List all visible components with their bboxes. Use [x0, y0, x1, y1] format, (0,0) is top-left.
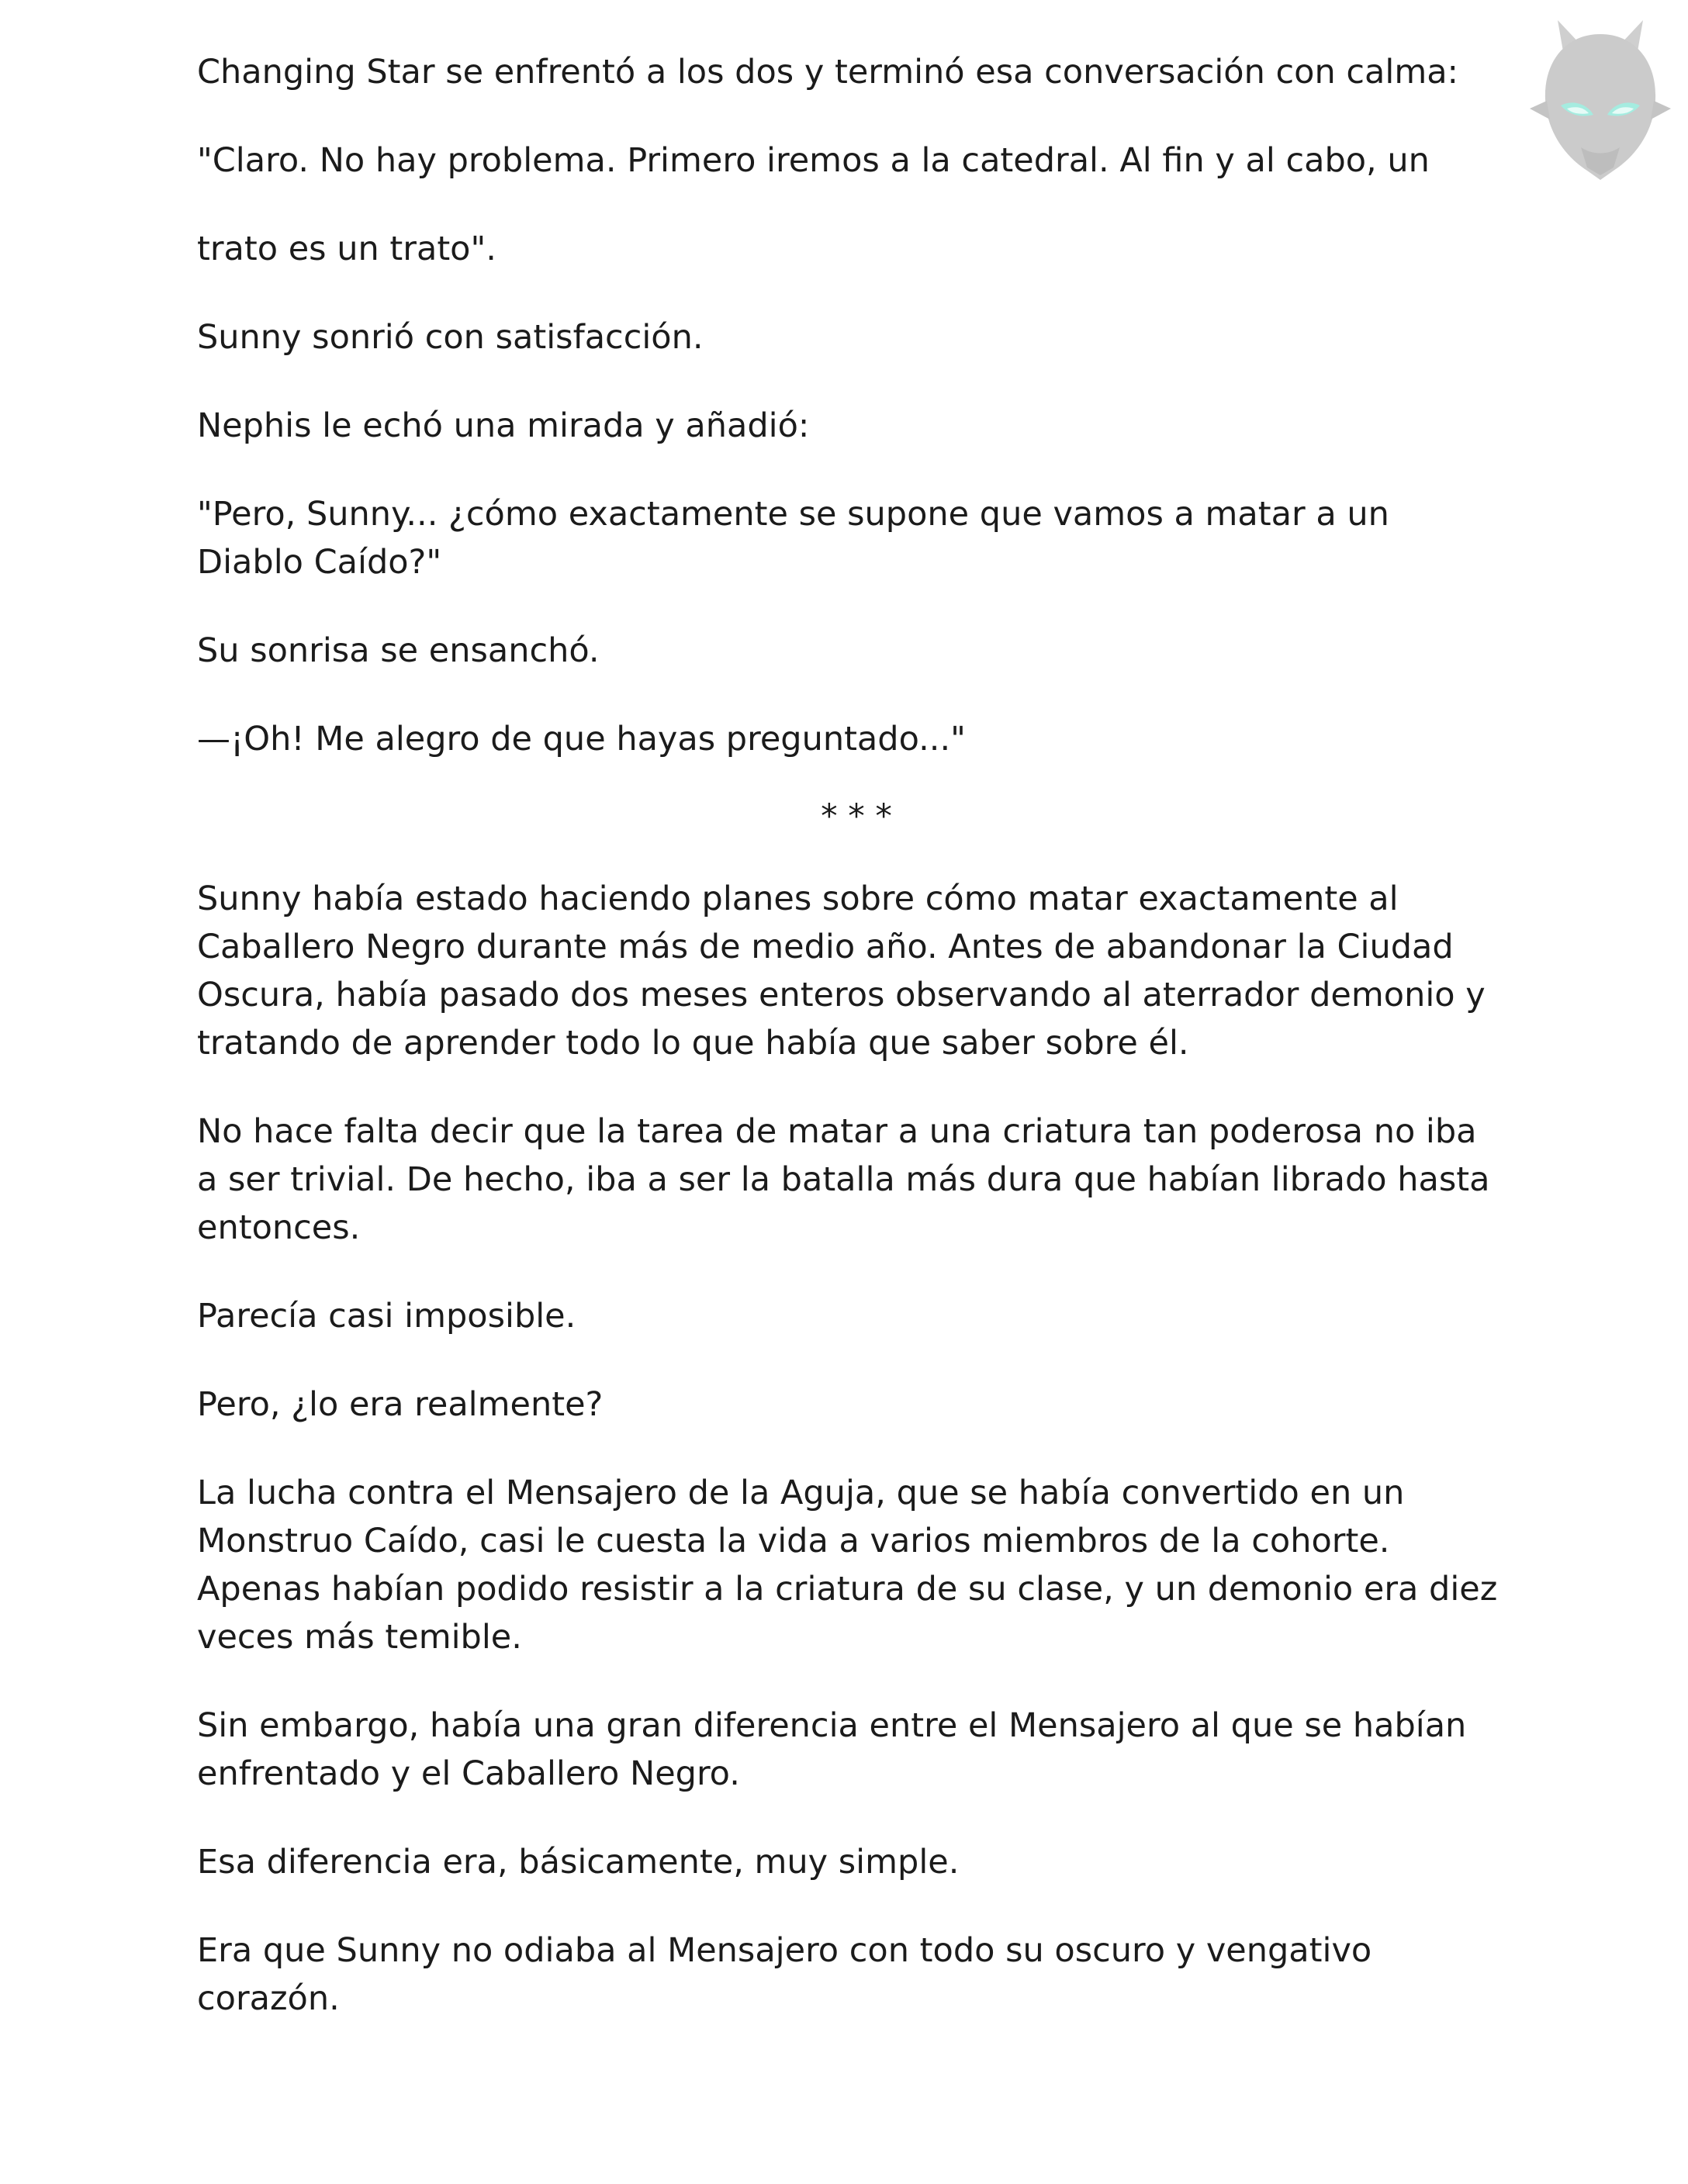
paragraph: Sunny había estado haciendo planes sobre cómo matar exactamente al Caballero Negro durante más de medio año. Antes de abandonar la Ciudad Oscura, había pasado dos meses enteros observando al aterrador demonio y tratando de aprender todo lo que había que saber sobre él. — [197, 879, 1486, 1063]
paragraph: Sin embargo, había una gran diferencia entre el Mensajero al que se habían enfrentado y el Caballero Negro. — [197, 1706, 1467, 1793]
paragraph: Sunny sonrió con satisfacción. — [197, 318, 704, 357]
chapter-text — [197, 48, 1516, 2023]
paragraph: —¡Oh! Me alegro de que hayas preguntado..." — [197, 720, 966, 759]
paragraph: Esa diferencia era, básicamente, muy simple. — [197, 1843, 960, 1882]
devil-head-icon — [1527, 16, 1674, 186]
paragraph: Changing Star se enfrentó a los dos y terminó esa conversación con calma: — [197, 53, 1459, 92]
paragraph: Parecía casi imposible. — [197, 1297, 576, 1336]
section-separator: * * * — [821, 797, 892, 836]
paragraph: Pero, ¿lo era realmente? — [197, 1385, 604, 1424]
paragraph: No hace falta decir que la tarea de matar a una criatura tan poderosa no iba a ser trivial. De hecho, iba a ser la batalla más dura que habían librado hasta entonces. — [197, 1112, 1490, 1247]
paragraph: Su sonrisa se ensanchó. — [197, 631, 600, 670]
paragraph: Nephis le echó una mirada y añadió: — [197, 406, 810, 445]
paragraph: Era que Sunny no odiaba al Mensajero con todo su oscuro y vengativo corazón. — [197, 1931, 1372, 2018]
paragraph: La lucha contra el Mensajero de la Aguja, que se había convertido en un Monstruo Caído, casi le cuesta la vida a varios miembros de la cohorte. Apenas habían podido resistir a la criatura de su clase, y un demonio era diez veces más temible. — [197, 1474, 1498, 1657]
paragraph: "Claro. No hay problema. Primero iremos a la catedral. Al fin y al cabo, un — [197, 141, 1430, 180]
paragraph: "Pero, Sunny... ¿cómo exactamente se supone que vamos a matar a un Diablo Caído?" — [197, 495, 1389, 582]
paragraph: trato es un trato". — [197, 230, 496, 268]
